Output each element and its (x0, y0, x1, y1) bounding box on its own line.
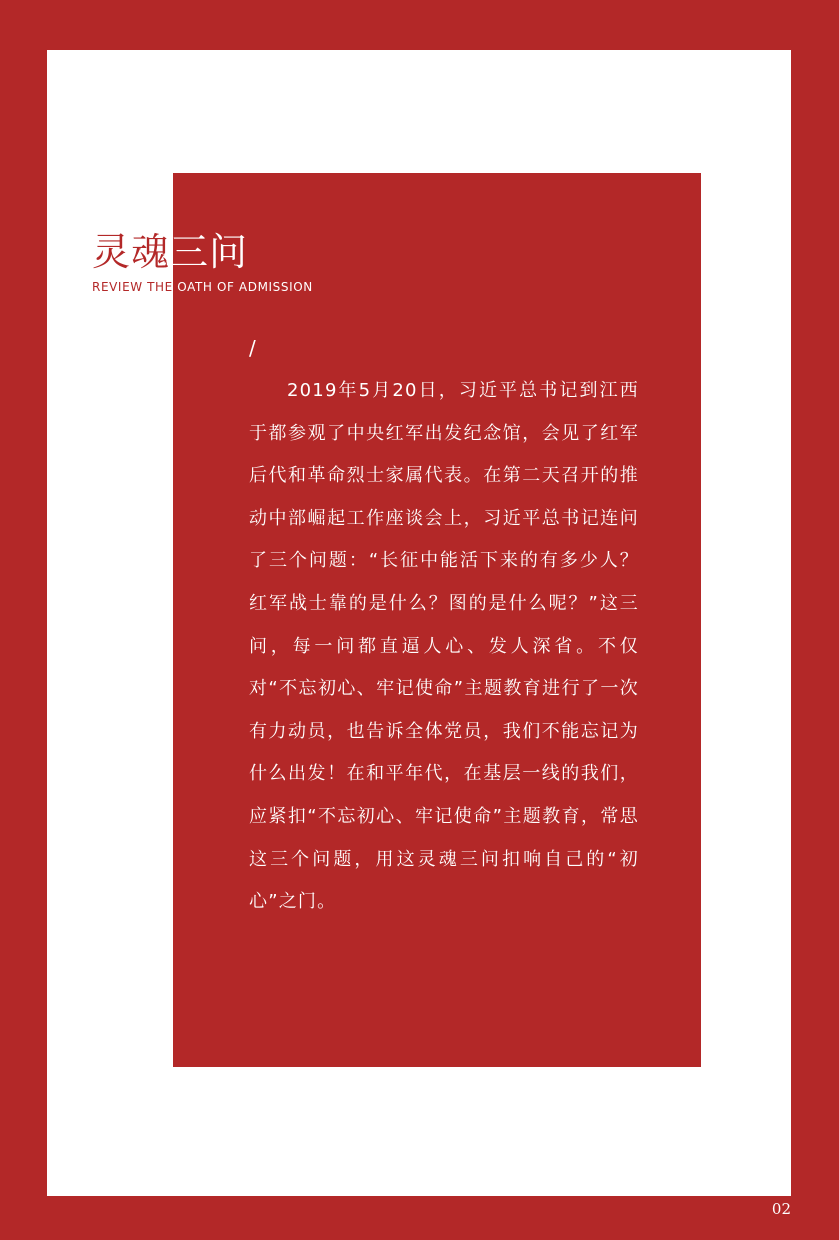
page-number: 02 (771, 1200, 791, 1218)
title-part-2: 三问 (170, 230, 249, 274)
divider-mark: / (249, 336, 256, 360)
title-part-1: 灵魂 (92, 230, 171, 274)
body-paragraph: 2019年5月20日，习近平总书记到江西于都参观了中央红军出发纪念馆，会见了红军后代和革命烈士家属代表。在第二天召开的推动中部崛起工作座谈会上，习近平总书记连问了三个问题：“长征中能活下来的有多少人？红军战士靠的是什么？图的是什么呢？”这三问，每一问都直逼人心、发人深省。不仅对“不忘初心、牢记使命”主题教育进行了一次有力动员，也告诉全体党员，我们不能忘记为什么出发！在和平年代，在基层一线的我们，应紧扣“不忘初心、牢记使命”主题教育，常思这三个问题，用这灵魂三问扣响自己的“初心”之门。 (249, 380, 639, 913)
page-subtitle (92, 280, 313, 294)
page-title (92, 228, 248, 276)
subtitle-part-2: OATH OF ADMISSION (177, 280, 313, 294)
subtitle-part-1: REVIEW THE (92, 280, 178, 294)
